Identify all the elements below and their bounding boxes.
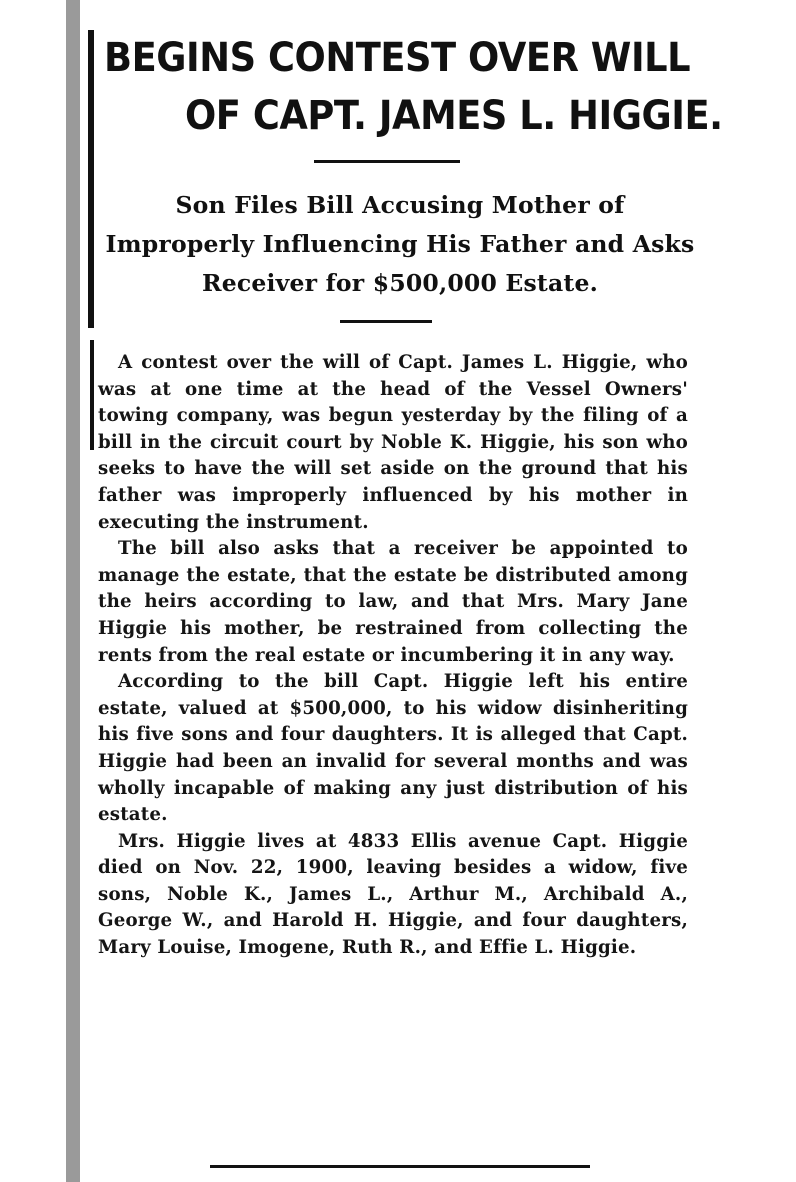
paragraph-3: According to the bill Capt. Higgie left his entire estate, valued at $500,000, to his widow disinheriting his five sons and four daughters. It is alleged that Capt. Higgie had been an invalid for several months and was wholly incapable of making any just distribution of his estate. <box>98 671 688 826</box>
end-rule <box>210 1165 590 1168</box>
headline-line-2: OF CAPT. JAMES L. HIGGIE. <box>184 93 723 139</box>
column-rule-heading <box>88 30 94 328</box>
paragraph-1: A contest over the will of Capt. James L. Higgie, who was at one time at the head of the Vessel Owners' towing company, was begun yesterday by the filing of a bill in the circuit court by Noble K. Higgie, his son who seeks to have the will set aside on the ground that his father was improperly influenced by his mother in executing the instrument. <box>98 352 688 533</box>
paragraph-2: The bill also asks that a receiver be appointed to manage the estate, that the estate be distributed among the heirs according to law, and that Mrs. Mary Jane Higgie his mother, be restrained from collecting the rents from the real estate or incumbering it in any way. <box>98 538 688 666</box>
subheadline: Son Files Bill Accusing Mother of Improperly Influencing His Father and Asks Receiver for $500,000 Estate. <box>105 191 695 297</box>
headline <box>104 35 723 139</box>
divider-rule-1 <box>314 160 460 163</box>
divider-rule-2 <box>340 320 432 323</box>
paragraph-4: Mrs. Higgie lives at 4833 Ellis avenue Capt. Higgie died on Nov. 22, 1900, leaving besides a widow, five sons, Noble K., James L., Arthur M., Archibald A., George W., and Harold H. Higgie, and four daughters, Mary Louise, Imogene, Ruth R., and Effie L. Higgie. <box>98 830 688 959</box>
scan-edge-bar <box>66 0 80 1182</box>
page-margin <box>0 0 66 1182</box>
column-rule-body <box>90 340 94 450</box>
article-body <box>98 350 688 962</box>
headline-line-1: BEGINS CONTEST OVER WILL <box>104 35 691 81</box>
